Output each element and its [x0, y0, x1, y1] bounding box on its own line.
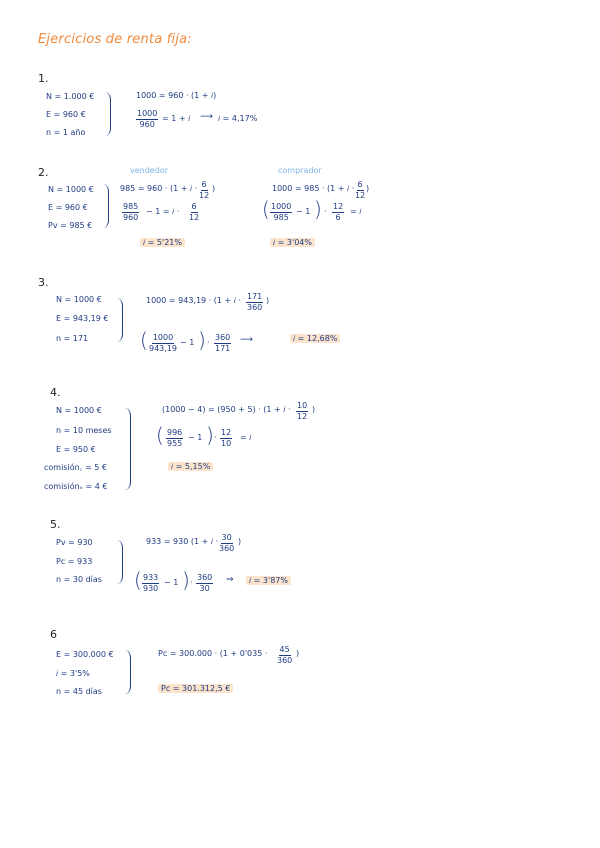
fraction-numerator: 6: [201, 180, 207, 189]
ex3-equation-2: − 1: [180, 338, 195, 347]
ex1-result: 𝑖 = 4,17%: [218, 114, 258, 123]
ex4-equation-1: (1000 − 4) = (950 + 5) · (1 + 𝑖 ·: [162, 405, 291, 414]
closing-parenthesis: ): [212, 184, 216, 193]
ex3-brace: [116, 298, 123, 342]
fraction-numerator: 996: [167, 428, 183, 437]
ex4-equation-end: = 𝑖: [240, 433, 252, 442]
exercise-3-number: 3.: [38, 276, 49, 289]
fraction-denominator: 943,19: [149, 344, 177, 353]
fraction-numerator: 1000: [152, 333, 174, 342]
ex6-result: [158, 684, 233, 693]
open-paren: (: [140, 328, 148, 352]
fraction-denominator: 930: [143, 584, 159, 593]
closing-parenthesis: ): [266, 296, 270, 305]
ex3-fraction-1: [246, 292, 263, 313]
fraction-denominator: 12: [199, 191, 210, 200]
ex3-result: [290, 334, 340, 344]
implies-arrow-icon: ⇒: [226, 575, 234, 585]
fraction-numerator: 10: [297, 401, 308, 410]
ex5-fraction-3: [196, 573, 213, 594]
fraction-numerator: 1000: [271, 202, 292, 211]
arrow-icon: ⟶: [200, 112, 213, 122]
ex4-result: [168, 462, 213, 472]
ex4-data-nominal: N = 1000 €: [56, 406, 102, 415]
ex5-fraction-1: [218, 533, 235, 554]
ex6-fraction-1: [276, 645, 293, 666]
ex2-seller-result: [140, 238, 185, 248]
ex4-data-commission-buyer: comisión꜀ = 5 €: [44, 463, 107, 472]
fraction-denominator: 12: [297, 412, 308, 421]
ex2-buyer-equation-1: 1000 = 985 · (1 + 𝑖 ·: [272, 184, 355, 193]
close-paren: ): [206, 423, 214, 447]
ex1-fraction-numerator: 1000: [137, 109, 158, 118]
ex2-buyer-fraction-1: [354, 180, 366, 201]
fraction-numerator: 12: [221, 428, 232, 437]
highlighted-result: Pc = 301.312,5 €: [158, 684, 233, 693]
fraction-numerator: 360: [215, 333, 231, 342]
ex5-data-purchase-price: Pc = 933: [56, 557, 93, 566]
ex2-buyer-equation-2: − 1: [296, 207, 311, 216]
ex2-brace: [102, 184, 109, 228]
ex2-seller-fraction-1: [198, 180, 210, 201]
ex6-equation-1: Pc = 300.000 · (1 + 0'035 ·: [158, 649, 268, 658]
fraction-numerator: 360: [197, 573, 213, 582]
ex6-data-days: n = 45 días: [56, 687, 102, 696]
fraction-denominator: 955: [167, 439, 183, 448]
ex2-label-buyer: comprador: [278, 166, 322, 175]
ex5-fraction-2: [142, 573, 159, 594]
ex4-fraction-2: [166, 428, 183, 449]
closing-parenthesis: ): [238, 537, 242, 546]
ex3-data-effective: E = 943,19 €: [56, 314, 109, 323]
ex4-data-months: n = 10 meses: [56, 426, 112, 435]
exercise-2-number: 2.: [38, 166, 49, 179]
ex2-label-seller: vendedor: [130, 166, 168, 175]
ex2-buyer-result: [270, 238, 315, 248]
closing-parenthesis: ): [312, 405, 316, 414]
ex4-data-commission-seller: comisiónᵥ = 4 €: [44, 482, 108, 491]
open-paren: (: [262, 197, 270, 221]
ex2-seller-fraction-3: [188, 202, 200, 223]
fraction-denominator: 12: [355, 191, 366, 200]
closing-parenthesis: ): [296, 649, 300, 658]
fraction-denominator: 12: [189, 213, 200, 222]
ex5-equation-1: 933 = 930 (1 + 𝑖 ·: [146, 537, 219, 546]
exercise-1-number: 1.: [38, 72, 49, 85]
ex1-data-nominal: N = 1.000 €: [46, 92, 95, 101]
fraction-denominator: 10: [221, 439, 232, 448]
ex2-buyer-fraction-3: [332, 202, 344, 223]
fraction-numerator: 12: [333, 202, 344, 211]
ex4-fraction-1: [296, 401, 308, 422]
highlighted-result: 𝑖 = 5,15%: [168, 462, 213, 471]
ex6-data-effective: E = 300.000 €: [56, 650, 114, 659]
exercise-5-number: 5.: [50, 518, 61, 531]
fraction-numerator: 6: [357, 180, 363, 189]
exercise-6-number: 6: [50, 628, 57, 641]
ex5-brace: [116, 540, 123, 584]
close-paren: ): [182, 568, 190, 592]
fraction-denominator: 985: [273, 213, 289, 222]
ex2-seller-fraction-2: [122, 202, 139, 223]
arrow-icon: ⟶: [240, 335, 253, 345]
highlighted-result: 𝑖 = 12,68%: [290, 334, 340, 343]
ex3-fraction-2: [148, 333, 178, 354]
exercise-4-number: 4.: [50, 386, 61, 399]
fraction-numerator: 45: [279, 645, 290, 654]
fraction-numerator: 6: [191, 202, 197, 211]
ex5-result: [246, 576, 291, 586]
fraction-denominator: 30: [199, 584, 210, 593]
fraction-numerator: 30: [221, 533, 232, 542]
open-paren: (: [156, 423, 164, 447]
fraction-denominator: 171: [215, 344, 231, 353]
multiply-dot: ·: [324, 207, 327, 216]
ex4-equation-2: − 1: [188, 433, 203, 442]
ex1-equation-2: = 1 + 𝑖: [162, 114, 191, 123]
ex2-seller-equation-2: − 1 = 𝑖 ·: [146, 207, 180, 216]
ex2-data-nominal: N = 1000 €: [48, 185, 94, 194]
ex5-equation-2: − 1: [164, 578, 179, 587]
multiply-dot: ·: [190, 578, 193, 587]
fraction-denominator: 6: [335, 213, 341, 222]
ex1-fraction-denominator: 960: [139, 120, 155, 129]
ex3-fraction-3: [214, 333, 231, 354]
ex6-data-rate: 𝑖 = 3'5%: [56, 669, 90, 678]
fraction-denominator: 360: [247, 303, 263, 312]
close-paren: ): [314, 197, 322, 221]
ex1-fraction: [136, 109, 158, 130]
ex4-data-effective: E = 950 €: [56, 445, 96, 454]
ex2-buyer-fraction-2: [270, 202, 292, 223]
fraction-denominator: 360: [277, 656, 293, 665]
ex5-data-days: n = 30 días: [56, 575, 102, 584]
ex2-data-effective: E = 960 €: [48, 203, 88, 212]
ex3-data-days: n = 171: [56, 334, 89, 343]
closing-parenthesis: ): [366, 184, 370, 193]
ex4-brace: [124, 408, 131, 490]
page-title: Ejercicios de renta fija:: [38, 32, 192, 47]
ex3-equation-1: 1000 = 943,19 · (1 + 𝑖 ·: [146, 296, 241, 305]
ex2-buyer-equation-end: = 𝑖: [350, 207, 362, 216]
ex1-brace: [104, 92, 111, 136]
fraction-denominator: 360: [219, 544, 235, 553]
fraction-numerator: 171: [247, 292, 263, 301]
ex2-data-sale-price: Pv = 985 €: [48, 221, 93, 230]
fraction-numerator: 933: [143, 573, 159, 582]
ex5-data-sale-price: Pv = 930: [56, 538, 93, 547]
close-paren: ): [198, 328, 206, 352]
fraction-numerator: 985: [123, 202, 139, 211]
open-paren: (: [134, 568, 142, 592]
highlighted-result: 𝑖 = 5'21%: [140, 238, 185, 247]
ex2-seller-equation-1: 985 = 960 · (1 + 𝑖 ·: [120, 184, 198, 193]
ex4-fraction-3: [220, 428, 232, 449]
ex1-equation-1: 1000 = 960 · (1 + 𝑖): [136, 91, 217, 100]
ex1-data-effective: E = 960 €: [46, 110, 86, 119]
multiply-dot: ·: [214, 433, 217, 442]
ex1-data-term: n = 1 año: [46, 128, 86, 137]
highlighted-result: 𝑖 = 3'87%: [246, 576, 291, 585]
multiply-dot: ·: [207, 338, 210, 347]
highlighted-result: 𝑖 = 3'04%: [270, 238, 315, 247]
fraction-denominator: 960: [123, 213, 139, 222]
ex6-brace: [124, 650, 131, 694]
ex3-data-nominal: N = 1000 €: [56, 295, 102, 304]
